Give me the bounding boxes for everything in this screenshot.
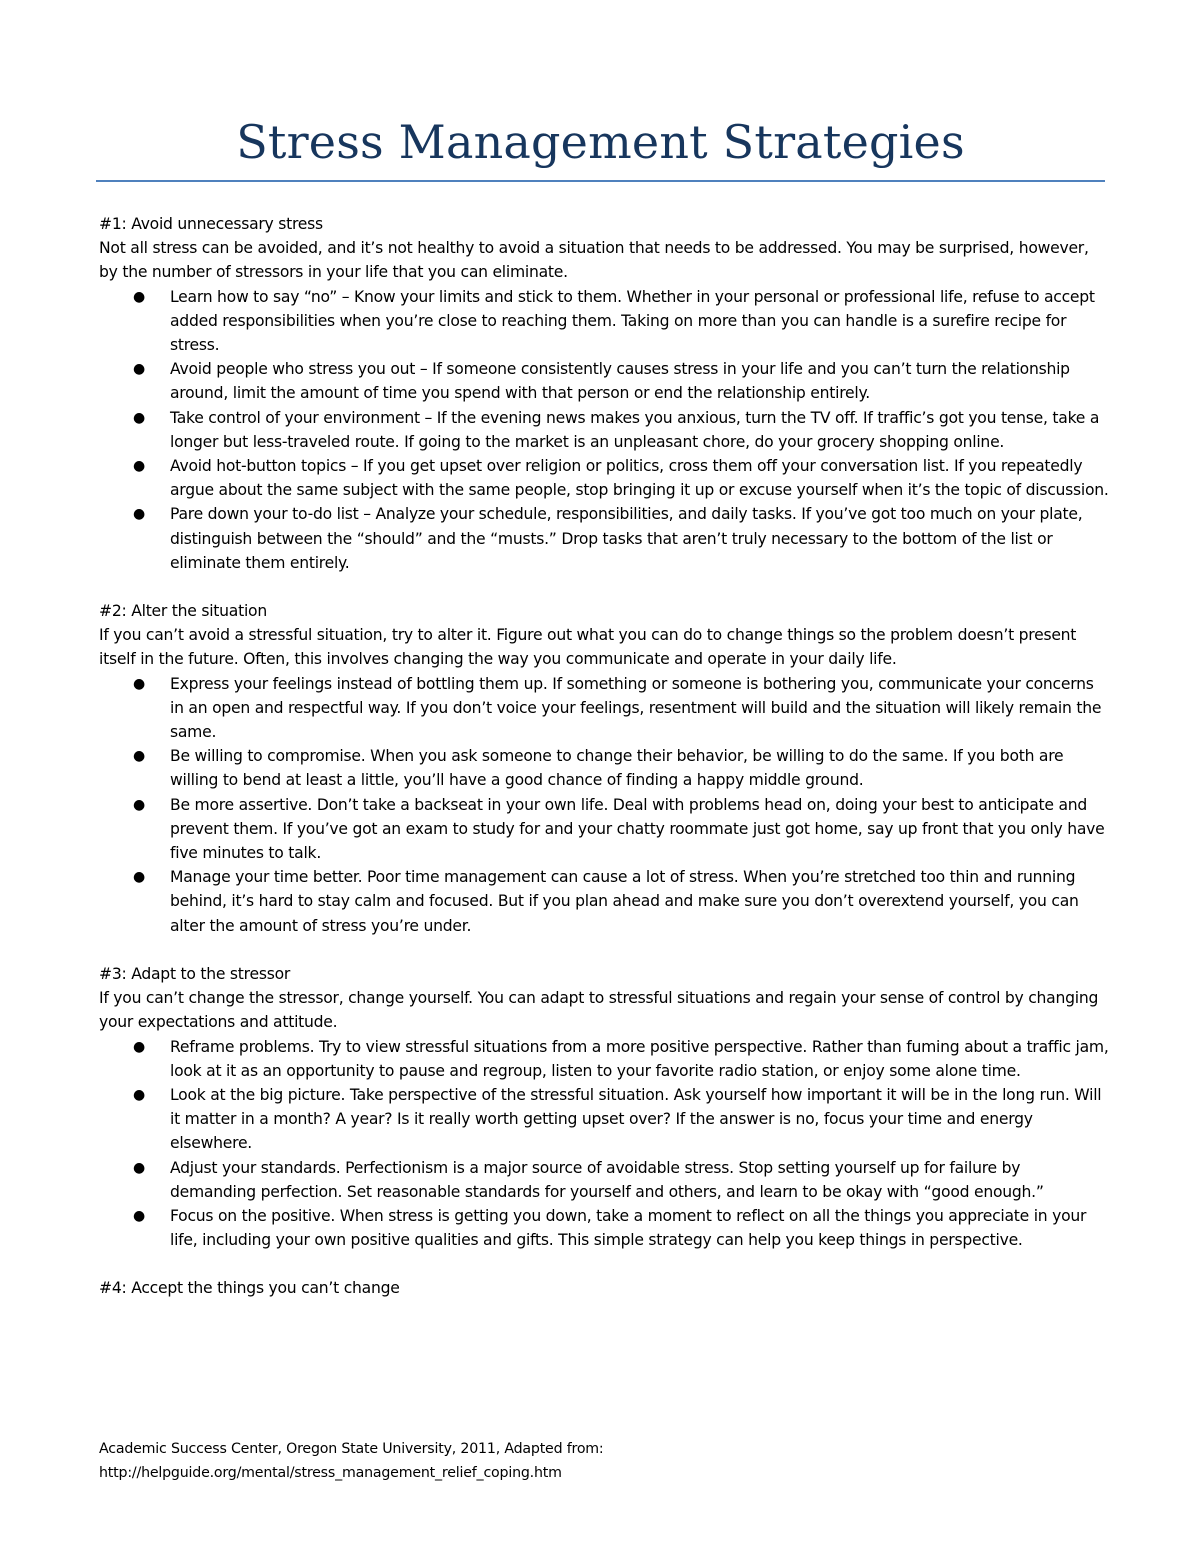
section-1 — [99, 212, 1109, 575]
list-item — [99, 357, 1109, 405]
list-item-text: Avoid hot-button topics – If you get upset over religion or politics, cross them off your conversation list. If you repeatedly argue about the same subject with the same people, stop bringing it up or excuse yourself when it’s the topic of discussion. — [170, 457, 1109, 500]
bullet-icon: ● — [133, 1207, 145, 1224]
list-item-text: Express your feelings instead of bottling them up. If something or someone is bothering you, communicate your concerns in an open and respectful way. If you don’t voice your feelings, resentment will build and the situation will likely remain the same. — [170, 674, 1102, 742]
bullet-icon: ● — [133, 409, 145, 426]
list-item-text: Be more assertive. Don’t take a backseat in your own life. Deal with problems head on, doing your best to anticipate and prevent them. If you’ve got an exam to study for and your chatty roommate just got home, say up front that you only have five minutes to talk. — [170, 795, 1105, 863]
list-item-text: Learn how to say “no” – Know your limits and stick to them. Whether in your personal or professional life, refuse to accept added responsibilities when you’re close to reaching them. Taking on more than you can handle is a surefire recipe for stress. — [170, 287, 1095, 355]
section-intro: If you can’t avoid a stressful situation, try to alter it. Figure out what you can do to change things so the problem doesn’t present itself in the future. Often, this involves changing the way you communicate and operate in your daily life. — [99, 626, 1077, 669]
list-item-text: Adjust your standards. Perfectionism is a major source of avoidable stress. Stop setting yourself up for failure by demanding perfection. Set reasonable standards for yourself and others, and learn to be okay with “good enough.” — [170, 1158, 1044, 1201]
bullet-icon: ● — [133, 288, 145, 305]
bullet-icon: ● — [133, 1086, 145, 1103]
list-item — [99, 406, 1109, 454]
title-underline — [96, 180, 1105, 182]
list-item — [99, 1204, 1109, 1252]
bullet-icon: ● — [133, 869, 145, 886]
section-intro: If you can’t change the stressor, change yourself. You can adapt to stressful situations and regain your sense of control by changing your expectations and attitude. — [99, 989, 1099, 1032]
list-item — [99, 744, 1109, 792]
bullet-icon: ● — [133, 361, 145, 378]
bullet-icon: ● — [133, 1038, 145, 1055]
footer-attribution: Academic Success Center, Oregon State University, 2011, Adapted from: — [99, 1441, 604, 1457]
list-item — [99, 502, 1109, 575]
list-item-text: Take control of your environment – If the evening news makes you anxious, turn the TV off. If traffic’s got you tense, take a longer but less-traveled route. If going to the market is an unpleasant chore, do your grocery shopping online. — [170, 408, 1100, 451]
list-item — [99, 1083, 1109, 1156]
bullet-icon: ● — [133, 796, 145, 813]
section-2 — [99, 599, 1109, 938]
section-heading: #3: Adapt to the stressor — [99, 964, 291, 983]
list-item-text: Reframe problems. Try to view stressful situations from a more positive perspective. Rather than fuming about a traffic jam, look at it as an opportunity to pause and regroup, listen to your favorite radio station, or enjoy some alone time. — [170, 1037, 1109, 1080]
section-heading: #1: Avoid unnecessary stress — [99, 215, 323, 233]
list-item — [99, 865, 1109, 938]
list-item-text: Manage your time better. Poor time management can cause a lot of stress. When you’re stretched too thin and running behind, it’s hard to stay calm and focused. But if you plan ahead and make sure you don’t overextend yourself, you can alter the amount of stress you’re under. — [170, 868, 1079, 935]
bullet-list — [99, 672, 1109, 938]
list-item — [99, 454, 1109, 502]
bullet-list — [99, 285, 1109, 575]
section-heading: #2: Alter the situation — [99, 602, 267, 621]
list-item — [99, 285, 1109, 358]
document-body — [99, 212, 1109, 1301]
section-3 — [99, 962, 1109, 1252]
section-4 — [99, 1276, 1109, 1300]
footer-source-link[interactable]: http://helpguide.org/mental/stress_management_relief_coping.htm — [99, 1465, 562, 1481]
list-item — [99, 793, 1109, 866]
bullet-icon: ● — [133, 675, 145, 692]
bullet-list — [99, 1035, 1109, 1253]
list-item-text: Pare down your to-do list – Analyze your schedule, responsibilities, and daily tasks. If you’ve got too much on your plate, distinguish between the “should” and the “musts.” Drop tasks that aren’t truly necessary to the bottom of the list or eliminate them entirely. — [170, 505, 1083, 572]
section-intro: Not all stress can be avoided, and it’s not healthy to avoid a situation that needs to be addressed. You may be surprised, however, by the number of stressors in your life that you can eliminate. — [99, 239, 1089, 282]
section-heading: #4: Accept the things you can’t change — [99, 1279, 400, 1298]
list-item-text: Focus on the positive. When stress is getting you down, take a moment to reflect on all the things you appreciate in your life, including your own positive qualities and gifts. This simple strategy can help you keep things in perspective. — [170, 1206, 1087, 1250]
bullet-icon: ● — [133, 1159, 145, 1176]
bullet-icon: ● — [133, 458, 145, 475]
list-item-text: Look at the big picture. Take perspective of the stressful situation. Ask yourself how important it will be in the long run. Will it matter in a month? A year? Is it really worth getting upset over? If the answer is no, focus your time and energy elsewhere. — [170, 1085, 1102, 1153]
list-item — [99, 1156, 1109, 1204]
list-item — [99, 672, 1109, 745]
bullet-icon: ● — [133, 506, 145, 523]
list-item-text: Be willing to compromise. When you ask someone to change their behavior, be willing to do the same. If you both are willing to bend at least a little, you’ll have a good chance of finding a happy middle ground. — [170, 747, 1064, 790]
footer — [99, 1437, 1099, 1485]
list-item-text: Avoid people who stress you out – If someone consistently causes stress in your life and you can’t turn the relationship around, limit the amount of time you spend with that person or end the relationship entirely. — [170, 360, 1070, 403]
page-title: Stress Management Strategies — [236, 115, 965, 169]
list-item — [99, 1035, 1109, 1083]
bullet-icon: ● — [133, 748, 145, 765]
